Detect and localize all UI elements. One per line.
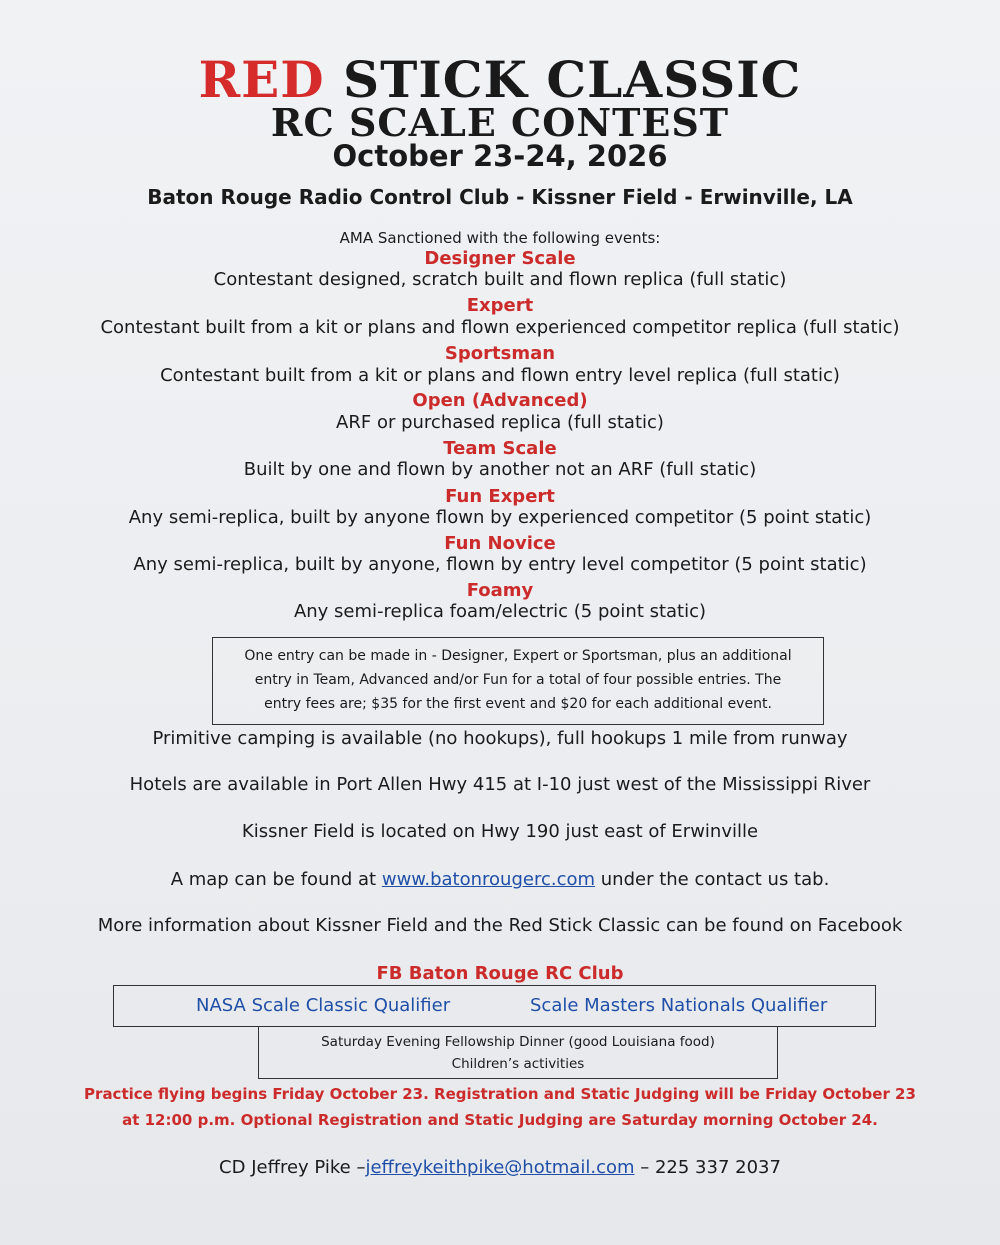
nasa-qualifier: NASA Scale Classic Qualifier [196,995,451,1016]
camping-info: Primitive camping is available (no hookups), full hookups 1 mile from runway [152,728,848,749]
hotels-info: Hotels are available in Port Allen Hwy 415 at I-10 just west of the Mississippi River [129,774,871,795]
event-name: Sportsman [444,343,556,364]
map-prefix: A map can be found at [170,869,377,890]
club-website-link[interactable]: www.batonrougerc.com [381,869,596,890]
event-name: Fun Novice [444,533,556,554]
event-description: Contestant designed, scratch built and flown replica (full static) [213,269,787,290]
event-name: Fun Expert [445,486,555,507]
event-subtitle: RC SCALE CONTEST [270,100,730,145]
event-name: Team Scale [443,438,557,459]
event-name: Foamy [466,580,534,601]
event-description: ARF or purchased replica (full static) [336,412,664,433]
event-name: Expert [466,295,534,316]
venue-line: Baton Rouge Radio Control Club - Kissner Field - Erwinville, LA [147,185,853,209]
qualifiers-box [113,985,876,1027]
title-red-word: RED [198,50,325,109]
entry-rules-box [212,637,824,725]
title-rest: STICK CLASSIC [343,50,802,109]
event-description: Contestant built from a kit or plans and flown entry level replica (full static) [160,365,840,386]
children-activities: Children’s activities [451,1056,585,1072]
event-name: Open (Advanced) [412,390,588,411]
contact-phone: – 225 337 2037 [640,1157,781,1178]
event-description: Contestant built from a kit or plans and flown experienced competitor replica (full static) [100,317,900,338]
schedule-note: at 12:00 p.m. Optional Registration and Static Judging are Saturday morning October 24. [122,1111,878,1129]
event-description: Built by one and flown by another not an ARF (full static) [243,459,757,480]
dinner-info: Saturday Evening Fellowship Dinner (good Louisiana food) [321,1034,715,1050]
event-description: Any semi-replica, built by anyone, flown by entry level competitor (5 point static) [133,554,867,575]
facebook-club-name: FB Baton Rouge RC Club [376,963,624,984]
schedule-note: Practice flying begins Friday October 23. Registration and Static Judging will be Friday October 23 [84,1085,916,1103]
contact-email-link[interactable]: jeffreykeithpike@hotmail.com [365,1157,635,1178]
facebook-info: More information about Kissner Field and the Red Stick Classic can be found on Facebook [97,915,903,936]
extras-box [258,1027,778,1079]
entry-rule-line: entry in Team, Advanced and/or Fun for a total of four possible entries. The [254,672,782,688]
location-info: Kissner Field is located on Hwy 190 just east of Erwinville [241,821,759,842]
events-intro: AMA Sanctioned with the following events: [339,229,661,247]
contact-line [0,1155,1000,1181]
event-name: Designer Scale [424,248,576,269]
entry-rule-line: One entry can be made in - Designer, Expert or Sportsman, plus an additional [244,648,792,664]
event-description: Any semi-replica, built by anyone flown by experienced competitor (5 point static) [128,507,872,528]
contact-name: CD Jeffrey Pike – [219,1157,366,1178]
event-dates: October 23-24, 2026 [332,139,668,173]
map-info [0,868,1000,892]
event-description: Any semi-replica foam/electric (5 point static) [293,601,707,622]
scale-masters-qualifier: Scale Masters Nationals Qualifier [530,995,828,1016]
entry-rule-line: entry fees are; $35 for the first event and $20 for each additional event. [264,696,772,712]
map-suffix: under the contact us tab. [600,869,830,890]
